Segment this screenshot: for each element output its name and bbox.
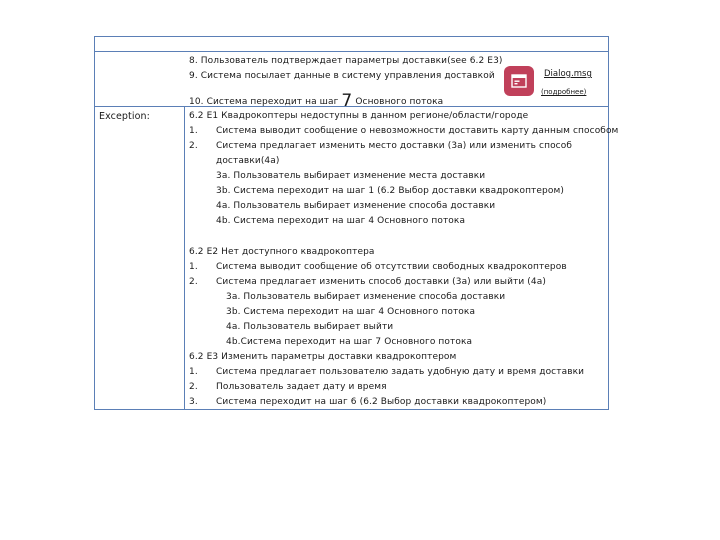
e2-step-4a: 4a. Пользователь выбирает выйти: [226, 322, 394, 332]
e3-item-number: 1.: [189, 367, 198, 377]
e3-item-number: 3.: [189, 397, 198, 407]
e3-item-1: Система предлагает пользователю задать удобную дату и время доставки: [216, 367, 585, 377]
e1-step-4b: 4b. Система переходит на шаг 4 Основного потока: [216, 216, 466, 226]
e1-step-3a: 3a. Пользователь выбирает изменение места доставки: [216, 171, 486, 181]
e1-item-number: 1.: [189, 126, 198, 136]
e3-title: 6.2 E3 Изменить параметры доставки квадрокоптером: [189, 352, 457, 362]
table-row-divider: [95, 51, 608, 52]
step-10-tail: Основного потока: [355, 97, 444, 107]
dialog-attachment-link[interactable]: Dialog.msg: [544, 69, 592, 79]
e1-step-3b: 3b. Система переходит на шаг 1 (6.2 Выбор доставки квадрокоптером): [216, 186, 564, 196]
e1-item-1: Система выводит сообщение о невозможности доставить карту данным способом: [216, 126, 619, 136]
step-10-text: 10. Система переходит на шаг: [189, 97, 339, 107]
e2-step-3b: 3b. Система переходит на шаг 4 Основного потока: [226, 307, 476, 317]
table-column-divider: [184, 106, 185, 409]
step-10-number: 7: [341, 91, 353, 111]
e1-item-2-cont: доставки(4a): [216, 156, 280, 166]
e3-item-3: Система переходит на шаг 6 (6.2 Выбор доставки квадрокоптером): [216, 397, 547, 407]
e3-item-number: 2.: [189, 382, 198, 392]
e2-item-number: 1.: [189, 262, 198, 272]
exception-label: Exception:: [99, 111, 150, 122]
step-9: 9. Система посылает данные в систему управления доставкой: [189, 71, 495, 81]
e1-item-2: Система предлагает изменить место доставки (3a) или изменить способ: [216, 141, 572, 151]
e3-item-2: Пользователь задает дату и время: [216, 382, 387, 392]
e2-step-3a: 3a. Пользователь выбирает изменение способа доставки: [226, 292, 506, 302]
e2-title: 6.2 E2 Нет доступного квадрокоптера: [189, 247, 375, 257]
dialog-glyph-icon: [511, 74, 527, 88]
e2-item-2: Система предлагает изменить способ доставки (3a) или выйти (4a): [216, 277, 546, 287]
e1-step-4a: 4a. Пользователь выбирает изменение способа доставки: [216, 201, 496, 211]
step-10: [189, 91, 444, 111]
step-8: 8. Пользователь подтверждает параметры доставки(see 6.2 E3): [189, 56, 503, 66]
dialog-more-link[interactable]: (подробнее): [541, 88, 587, 96]
e1-title: 6.2 E1 Квадрокоптеры недоступны в данном регионе/области/городе: [189, 111, 529, 121]
e2-item-number: 2.: [189, 277, 198, 287]
dialog-message-icon[interactable]: [504, 66, 534, 96]
e2-step-4b: 4b.Система переходит на шаг 7 Основного потока: [226, 337, 473, 347]
e1-item-number: 2.: [189, 141, 198, 151]
e2-item-1: Система выводит сообщение об отсутствии свободных квадрокоптеров: [216, 262, 567, 272]
